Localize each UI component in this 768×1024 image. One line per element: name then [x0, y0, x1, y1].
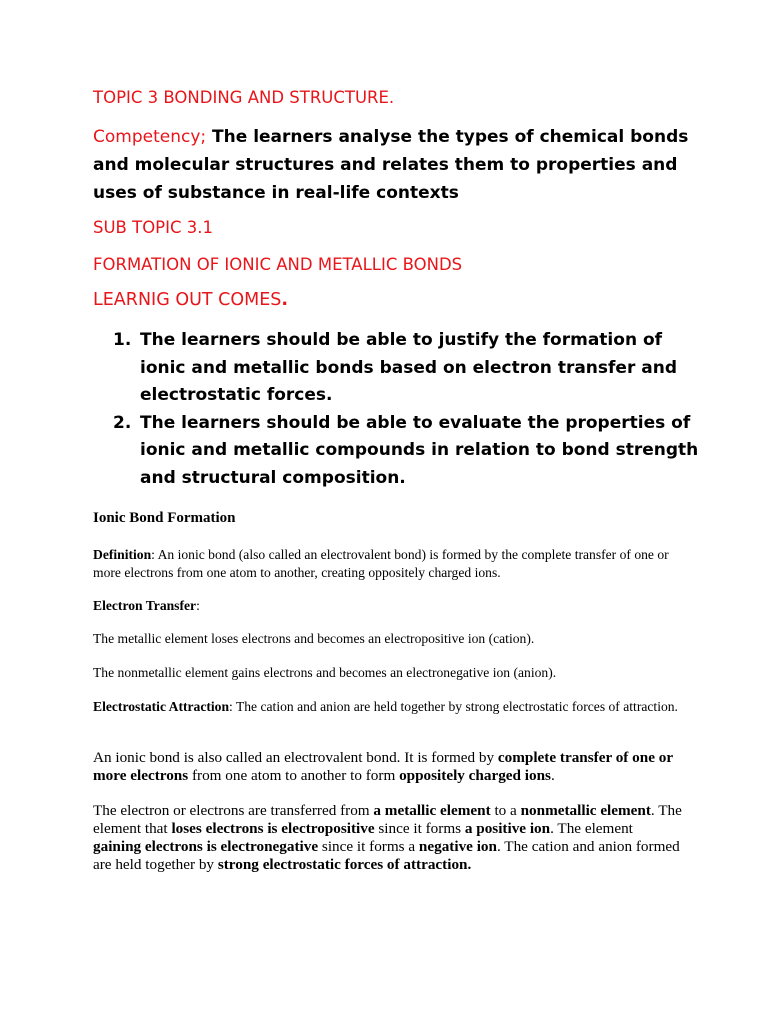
- subtopic-title: FORMATION OF IONIC AND METALLIC BONDS: [93, 255, 463, 274]
- competency-statement: [93, 123, 693, 207]
- definition-text: : An ionic bond (also called an electrovalent bond) is formed by the complete transfer of one or more electrons from one atom to another, creating oppositely charged ions.: [93, 547, 669, 580]
- para2-bold: gaining electrons is electronegative: [93, 838, 319, 855]
- para2-bold: nonmetallic element: [520, 802, 651, 819]
- para1-bold: oppositely charged ions: [399, 767, 551, 784]
- electron-transfer-colon: :: [196, 598, 200, 613]
- para2-text: . The element: [550, 820, 633, 837]
- learning-outcomes-heading-text: LEARNIG OUT COMES: [93, 290, 282, 310]
- nonmetallic-gains-paragraph: The nonmetallic element gains electrons and becomes an electronegative ion (anion).: [93, 665, 557, 680]
- para2-text: The electron or electrons are transferred from: [93, 802, 374, 819]
- attraction-label: Electrostatic Attraction: [93, 699, 230, 714]
- para1-text: An ionic bond is also called an electrovalent bond. It is formed by: [93, 749, 498, 766]
- competency-text: The learners analyse the types of chemical bonds and molecular structures and relates them to properties and uses of substance in real-life contexts: [93, 127, 689, 203]
- learning-outcomes-heading: [93, 290, 288, 310]
- electron-transfer-paragraph: [93, 802, 683, 874]
- definition-paragraph: [93, 546, 683, 582]
- section-heading: Ionic Bond Formation: [93, 510, 236, 526]
- attraction-text: : The cation and anion are held together by strong electrostatic forces of attraction.: [229, 699, 678, 714]
- subtopic-number: SUB TOPIC 3.1: [93, 218, 214, 237]
- electron-transfer-label: Electron Transfer: [93, 598, 197, 613]
- electrostatic-attraction-paragraph: [93, 698, 683, 716]
- para1-bold: complete transfer of one or more electrons: [93, 749, 673, 784]
- para2-text: to a: [490, 802, 521, 819]
- competency-label: Competency;: [93, 127, 207, 147]
- electron-transfer-heading: [93, 597, 683, 615]
- para2-bold: a positive ion: [464, 820, 551, 837]
- para2-text: . The cation and anion formed are held together by: [93, 838, 680, 873]
- learning-outcome-item: [113, 410, 703, 493]
- para1-text: from one atom to another to form: [188, 767, 400, 784]
- para2-bold: loses electrons is electropositive: [171, 820, 375, 837]
- para2-text: . The element that: [93, 802, 682, 837]
- learning-outcomes-heading-dot: .: [281, 290, 289, 310]
- para2-text: since it forms: [374, 820, 465, 837]
- outcome-number: 1.: [113, 330, 132, 350]
- para1-text: .: [550, 767, 555, 784]
- para2-bold: negative ion: [418, 838, 497, 855]
- ionic-bond-paragraph: [93, 749, 683, 785]
- para2-bold: strong electrostatic forces of attraction.: [217, 856, 472, 873]
- definition-label: Definition: [93, 547, 152, 562]
- learning-outcome-item: [113, 327, 703, 410]
- outcome-text: The learners should be able to justify the formation of ionic and metallic bonds based on electron transfer and electrostatic forces.: [140, 330, 677, 405]
- outcome-text: The learners should be able to evaluate the properties of ionic and metallic compounds in relation to bond strength and structural composition.: [140, 412, 699, 488]
- para2-bold: a metallic element: [373, 802, 491, 819]
- topic-title: TOPIC 3 BONDING AND STRUCTURE.: [93, 88, 395, 107]
- para2-text: since it forms a: [318, 838, 419, 855]
- learning-outcomes-list: [113, 327, 703, 492]
- metallic-loses-paragraph: The metallic element loses electrons and becomes an electropositive ion (cation).: [93, 631, 535, 646]
- outcome-number: 2.: [113, 412, 132, 433]
